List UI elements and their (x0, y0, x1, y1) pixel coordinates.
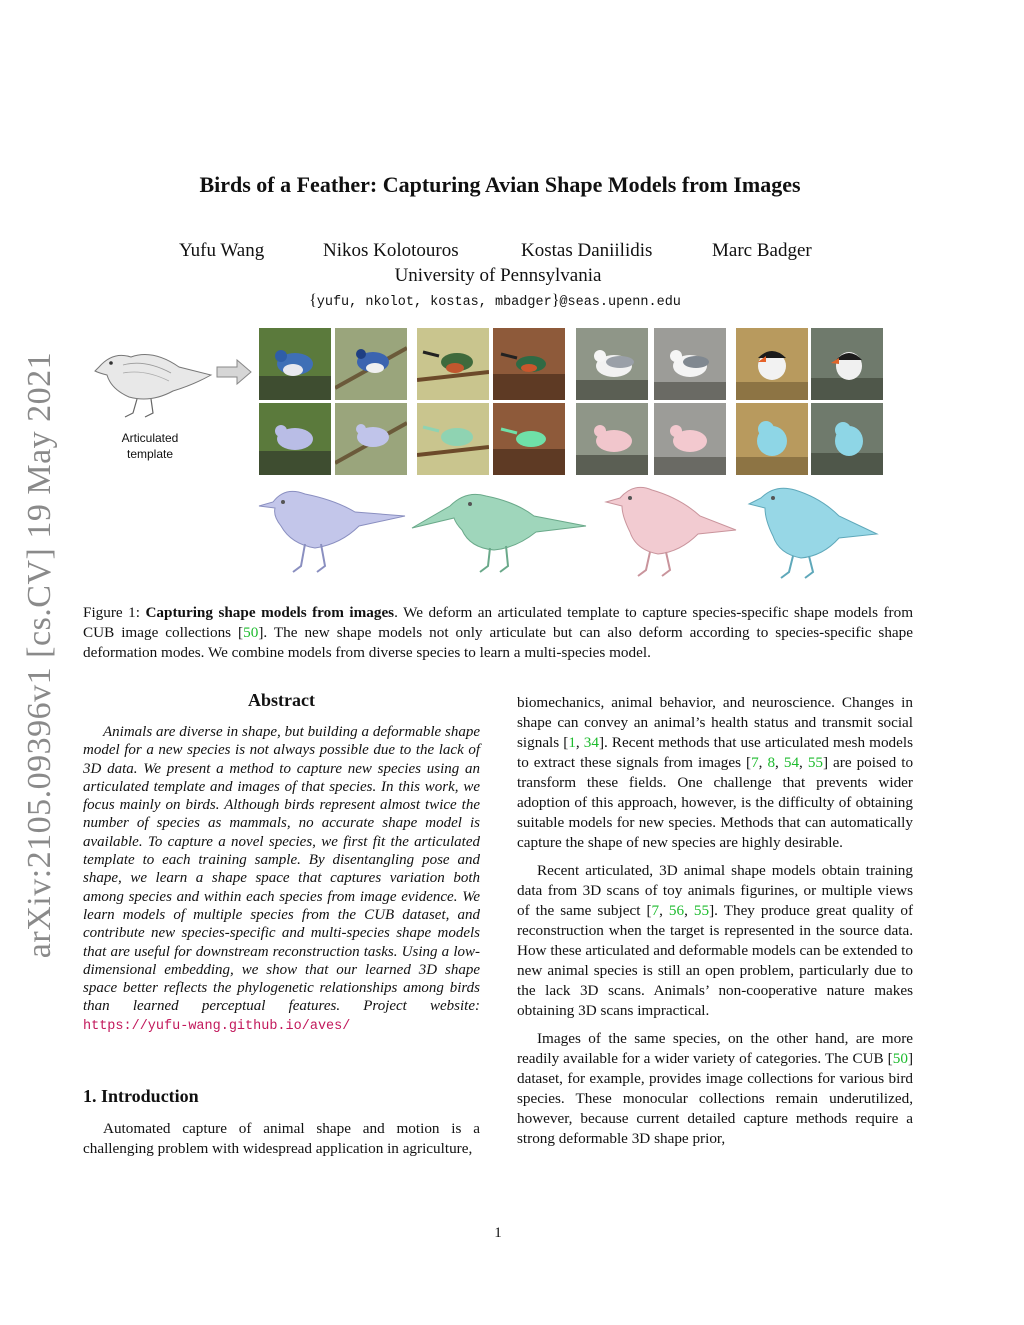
intro-paragraph-1: Automated capture of animal shape and motion is a challenging problem with widespread application in agriculture, (83, 1120, 480, 1158)
template-bird-sketch (93, 345, 213, 425)
photo-bluejay-1 (259, 328, 331, 400)
model-puffin (745, 482, 885, 580)
section-title-introduction: 1. Introduction (83, 1086, 199, 1107)
model-gull (600, 480, 740, 580)
template-label-line1: Articulated (121, 431, 179, 445)
figure-caption (83, 603, 913, 663)
fit-bluejay-1 (259, 403, 331, 475)
email-brace-close: } (551, 292, 560, 309)
abstract-title: Abstract (248, 690, 315, 710)
paper-title: Birds of a Feather: Capturing Avian Shape Models from Images (199, 172, 801, 197)
r-p1-b: , (575, 734, 584, 751)
right-paragraph-1 (517, 693, 913, 853)
model-kingfisher (410, 482, 590, 577)
citation-link[interactable]: 8 (767, 754, 776, 771)
caption-prefix: Figure 1: (83, 604, 146, 621)
project-website-link[interactable]: https://yufu-wang.github.io/aves/ (83, 1018, 351, 1034)
page-number: 1 (494, 1225, 502, 1241)
author-emails (0, 292, 990, 310)
citation-link[interactable]: 7 (751, 754, 759, 771)
abstract-text (83, 723, 480, 1036)
r-p3-b: ] dataset, for example, provides image collections for various bird species. These monocular collections remain underutilized, however, because current detailed capture methods require a strong deformable 3D shape prior, (517, 1050, 913, 1147)
abstract-body: Animals are diverse in shape, but building a deformable shape model for a new species is not always possible due to the lack of 3D data. We present a method to capture new species using an articulated template and images of that species. In this work, we focus mainly on birds. Although birds represent almost twice the number of species as mammals, no accurate shape model is available. To capture a novel species, we first fit the articulated template to each training sample. By disentangling pose and shape, we learn a shape space that captures variation both among species and within each species from image evidence. We learn models of multiple species from the CUB dataset, and contribute new species-specific and multi-species shape models that are useful for downstream reconstruction tasks. Using a low-dimensional embedding, we show that our learned 3D shape space better reflects the phylogenetic relationships among birds than learned perceptual features. Project website: (83, 724, 480, 1015)
photo-puffin-1 (736, 328, 808, 400)
citation-link[interactable]: 54 (783, 754, 800, 771)
arrow-right-icon (215, 358, 253, 386)
r-p1-s1: , (758, 754, 768, 771)
fit-gull-1 (576, 403, 648, 475)
r-p1-a: biomechanics, animal behavior, and neuroscience. Changes in shape can convey an animal’s health status and transmit social signals [ (517, 694, 913, 751)
affiliation: University of Pennsylvania (394, 265, 602, 286)
citation-link[interactable]: 55 (693, 902, 710, 919)
citation-link[interactable]: 55 (807, 754, 824, 771)
template-label (100, 430, 200, 462)
left-column (83, 690, 480, 1167)
photo-puffin-2 (811, 328, 883, 400)
r-p2-s1: , (659, 902, 669, 919)
r-p2-b: ]. They produce great quality of reconstruction when the target is represented in the source data. How these articulated and deformable models can be extended to new animal species is still an open problem, particularly due to the lack 3D scans. Animals’ non-cooperative nature makes obtaining 3D scans impractical. (517, 902, 914, 1019)
author-2: Nikos Kolotouros (323, 240, 459, 261)
r-p1-d: ] are poised to transform these fields. One challenge that prevents wider adoption of this approach, however, is the difficulty of obtaining suitable models for new species. Methods that can automatically capture the shape of new species are highly desirable. (517, 754, 914, 851)
fit-puffin-1 (736, 403, 808, 475)
right-column (517, 693, 913, 1157)
citation-link[interactable]: 56 (668, 902, 685, 919)
right-paragraph-3 (517, 1029, 913, 1149)
email-brace-open: { (309, 292, 317, 309)
citation-link[interactable]: 50 (892, 1050, 908, 1067)
fit-kingfisher-2 (493, 403, 565, 475)
template-label-line2: template (126, 447, 174, 461)
caption-text-1: . We deform an articulated template to capture species-specific shape models from CUB image collections [ (83, 604, 914, 641)
citation-link[interactable]: 1 (568, 734, 576, 751)
photo-kingfisher-1 (417, 328, 489, 400)
fit-bluejay-2 (335, 403, 407, 475)
model-bluejay (255, 482, 410, 577)
r-p1-s3: , (799, 754, 808, 771)
arxiv-id: arXiv:2105.09396v1 [cs.CV] 19 May 2021 (21, 351, 58, 959)
fit-puffin-2 (811, 403, 883, 475)
r-p3-a: Images of the same species, on the other hand, are more readily available for a wider variety of categories. The CUB [ (517, 1030, 913, 1067)
fit-kingfisher-1 (417, 403, 489, 475)
right-paragraph-2 (517, 861, 913, 1021)
email-names: yufu, nkolot, kostas, mbadger (316, 295, 552, 310)
email-domain: @seas.upenn.edu (559, 295, 681, 310)
photo-gull-2 (654, 328, 726, 400)
r-p1-s2: , (775, 754, 784, 771)
caption-text-2: ]. The new shape models not only articulate but can also deform according to species-specific shape deformation modes. We combine models from diverse species to learn a multi-species model. (83, 624, 914, 661)
photo-gull-1 (576, 328, 648, 400)
r-p1-c: ]. Recent methods that use articulated mesh models to extract these signals from images [ (517, 734, 914, 771)
citation-link[interactable]: 7 (651, 902, 660, 919)
r-p2-a: Recent articulated, 3D animal shape models obtain training data from 3D scans of toy animals figurines, or multiple views of the same subject [ (517, 862, 913, 919)
r-p2-s2: , (684, 902, 694, 919)
caption-bold: Capturing shape models from images (145, 604, 395, 621)
author-4: Marc Badger (712, 240, 812, 261)
author-1: Yufu Wang (179, 240, 265, 261)
citation-link[interactable]: 50 (243, 624, 259, 641)
photo-kingfisher-2 (493, 328, 565, 400)
photo-bluejay-2 (335, 328, 407, 400)
author-3: Kostas Daniilidis (521, 240, 653, 261)
citation-link[interactable]: 34 (583, 734, 599, 751)
fit-gull-2 (654, 403, 726, 475)
